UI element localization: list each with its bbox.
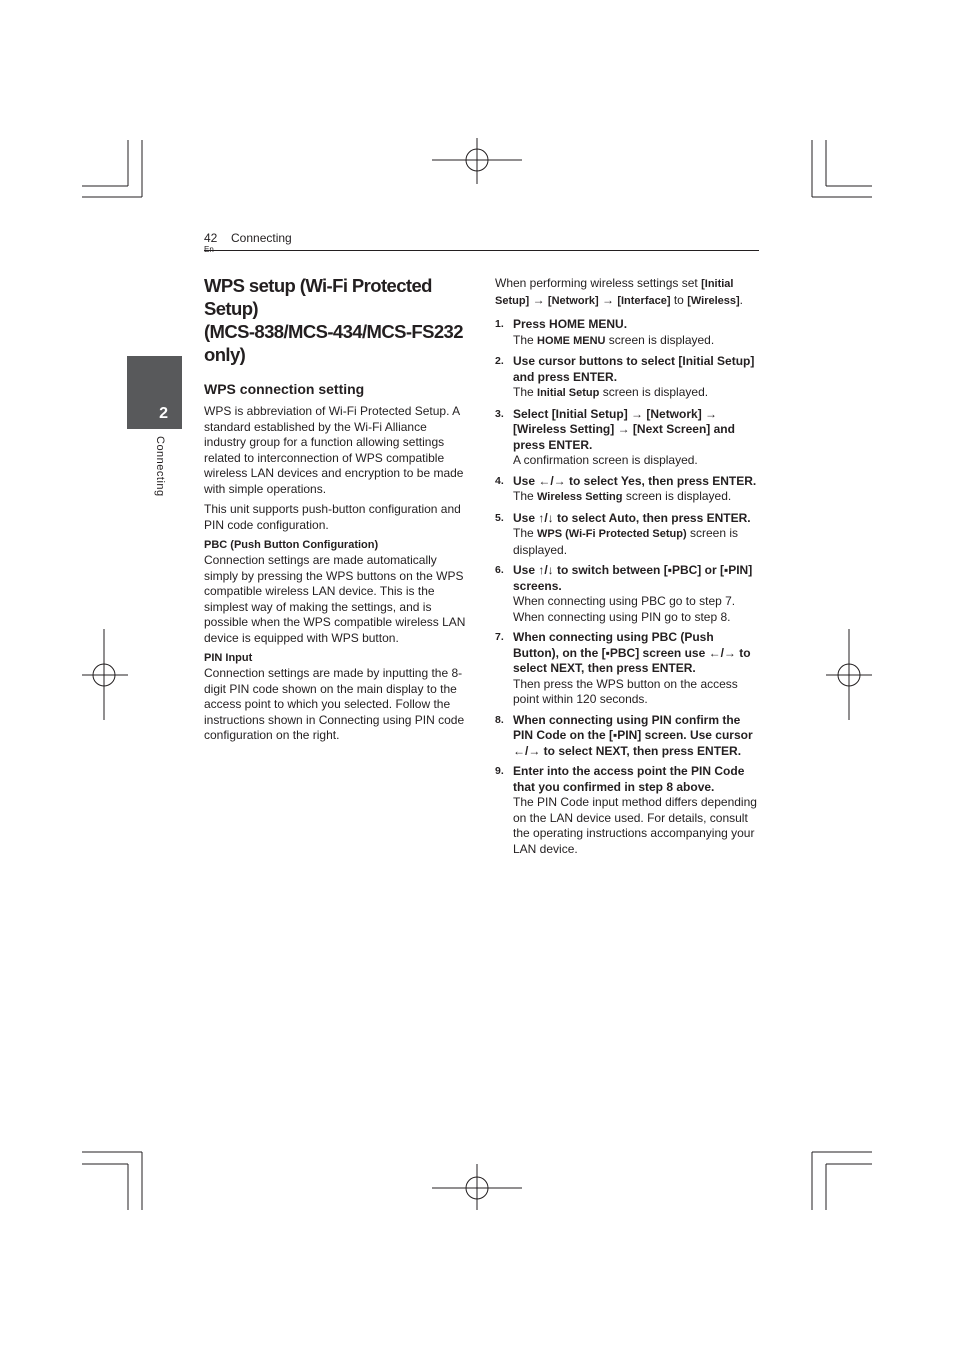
step-result bbox=[513, 526, 761, 558]
step-result-part: The bbox=[513, 526, 538, 540]
step-number: 9. bbox=[495, 765, 504, 777]
step-instruction: Use cursor buttons to select [Initial Setup] and press ENTER. bbox=[513, 354, 755, 384]
step-item bbox=[495, 474, 761, 506]
step-item bbox=[495, 317, 761, 349]
step-item bbox=[495, 511, 761, 559]
header-section-label: Connecting bbox=[231, 231, 292, 245]
step-result-part: screen is displayed. bbox=[605, 332, 715, 347]
pbc-heading: PBC (Push Button Configuration) bbox=[204, 539, 379, 551]
step-result bbox=[513, 489, 761, 506]
step-instruction: Enter into the access point the PIN Code that you confirmed in step 8 above. bbox=[513, 764, 745, 794]
step-item bbox=[495, 764, 761, 857]
step-result-part: screen is displayed. bbox=[599, 385, 709, 399]
intro-part: to bbox=[670, 292, 688, 307]
step-number: 2. bbox=[495, 355, 504, 367]
step-result-part: screen is displayed. bbox=[622, 489, 732, 503]
step-result bbox=[513, 385, 761, 402]
step-instruction: Use ↑/↓ to switch between [▪PBC] or [▪PIN] screens. bbox=[513, 563, 753, 593]
intro-part: When performing wireless settings set bbox=[495, 276, 702, 290]
intro-menu-wireless: [Wireless] bbox=[687, 294, 740, 307]
step-result: The PIN Code input method differs depending on the LAN device used. For details, consult the operating instructions accompanying your LAN device. bbox=[513, 795, 757, 856]
intro-menu-network: [Network] bbox=[547, 294, 599, 307]
title-line-1: WPS setup (Wi-Fi Protected Setup) bbox=[204, 275, 432, 319]
section-heading: WPS connection setting bbox=[204, 381, 365, 397]
step-number: 7. bbox=[495, 631, 504, 643]
step-screen-name: WPS (Wi-Fi Protected Setup) bbox=[537, 528, 687, 540]
step-result: When connecting using PBC go to step 7. When connecting using PIN go to step 8. bbox=[513, 594, 736, 624]
step-screen-name: Initial Setup bbox=[537, 387, 600, 399]
step-result: A confirmation screen is displayed. bbox=[513, 453, 698, 467]
chapter-side-label: Connecting bbox=[154, 436, 166, 497]
step-instruction: When connecting using PIN confirm the PIN Code on the [▪PIN] screen. Use cursor ←/→ to select NEXT, then press ENTER. bbox=[513, 712, 753, 758]
page-title bbox=[204, 274, 468, 366]
step-instruction: Use ↑/↓ to select Auto, then press ENTER. bbox=[513, 510, 751, 525]
pbc-description: Connection settings are made automatically simply by pressing the WPS buttons on the WPS compatible wireless LAN device. This is the simplest way of making the settings, and is possible when the WPS compatible wireless LAN device is equipped with WPS button. bbox=[204, 553, 466, 645]
step-screen-name: HOME MENU bbox=[537, 334, 606, 347]
wps-description: WPS is abbreviation of Wi-Fi Protected Setup. A standard established by the Wi-Fi Alliance industry group for a function allowing settings related to interconnection of WPS compatible wireless LAN devices and encryption to be made with simple operations. bbox=[204, 404, 464, 496]
intro-menu-interface: [Interface] bbox=[617, 294, 671, 307]
step-instruction: Use ←/→ to select Yes, then press ENTER. bbox=[513, 473, 757, 488]
step-number: 3. bbox=[495, 407, 504, 420]
header-divider bbox=[204, 250, 759, 251]
step-item bbox=[495, 563, 761, 625]
step-number: 6. bbox=[495, 564, 504, 576]
step-result-part: The bbox=[513, 385, 538, 399]
step-screen-name: Wireless Setting bbox=[537, 491, 623, 503]
pin-description: Connection settings are made by inputting the 8-digit PIN code shown on the main display to the access point to which you selected. Follow the instructions shown in Connecting using PIN code configuration on the right. bbox=[204, 666, 465, 742]
step-number: 1. bbox=[495, 318, 504, 330]
title-line-2: (MCS-838/MCS-434/MCS-FS232 only) bbox=[204, 321, 463, 365]
step-result: Then press the WPS button on the access point within 120 seconds. bbox=[513, 676, 738, 706]
step-number: 4. bbox=[495, 474, 504, 487]
step-number: 5. bbox=[495, 511, 504, 524]
step-result-part: The bbox=[513, 332, 538, 347]
intro-arrow: → bbox=[529, 292, 548, 307]
step-instruction: Press HOME MENU. bbox=[513, 317, 628, 331]
right-column bbox=[495, 276, 761, 862]
pin-heading: PIN Input bbox=[204, 652, 253, 664]
left-column bbox=[204, 274, 468, 744]
chapter-tab-number: 2 bbox=[159, 405, 168, 422]
step-instruction: Select [Initial Setup] → [Network] → [Wireless Setting] → [Next Screen] and press ENTER. bbox=[513, 406, 735, 452]
step-instruction: When connecting using PBC (Push Button), on the [▪PBC] screen use ←/→ to select NEXT, then press ENTER. bbox=[513, 630, 751, 675]
step-item bbox=[495, 407, 761, 469]
step-result-part: The bbox=[513, 489, 538, 503]
page-language: En bbox=[204, 245, 214, 254]
step-result bbox=[513, 333, 761, 350]
intro-arrow: → bbox=[598, 292, 618, 307]
step-item bbox=[495, 713, 761, 760]
step-item bbox=[495, 630, 761, 708]
step-number: 8. bbox=[495, 713, 504, 726]
step-result-part: screen is displayed. bbox=[513, 526, 738, 557]
step-item bbox=[495, 354, 761, 402]
wps-support-note: This unit supports push-button configuration and PIN code configuration. bbox=[204, 502, 461, 532]
page-number: 42 bbox=[204, 231, 218, 245]
intro-part: . bbox=[739, 292, 744, 307]
intro-menu-initial-setup: [Initial Setup] bbox=[495, 278, 734, 307]
intro-text bbox=[495, 276, 761, 309]
steps-list bbox=[495, 317, 761, 857]
